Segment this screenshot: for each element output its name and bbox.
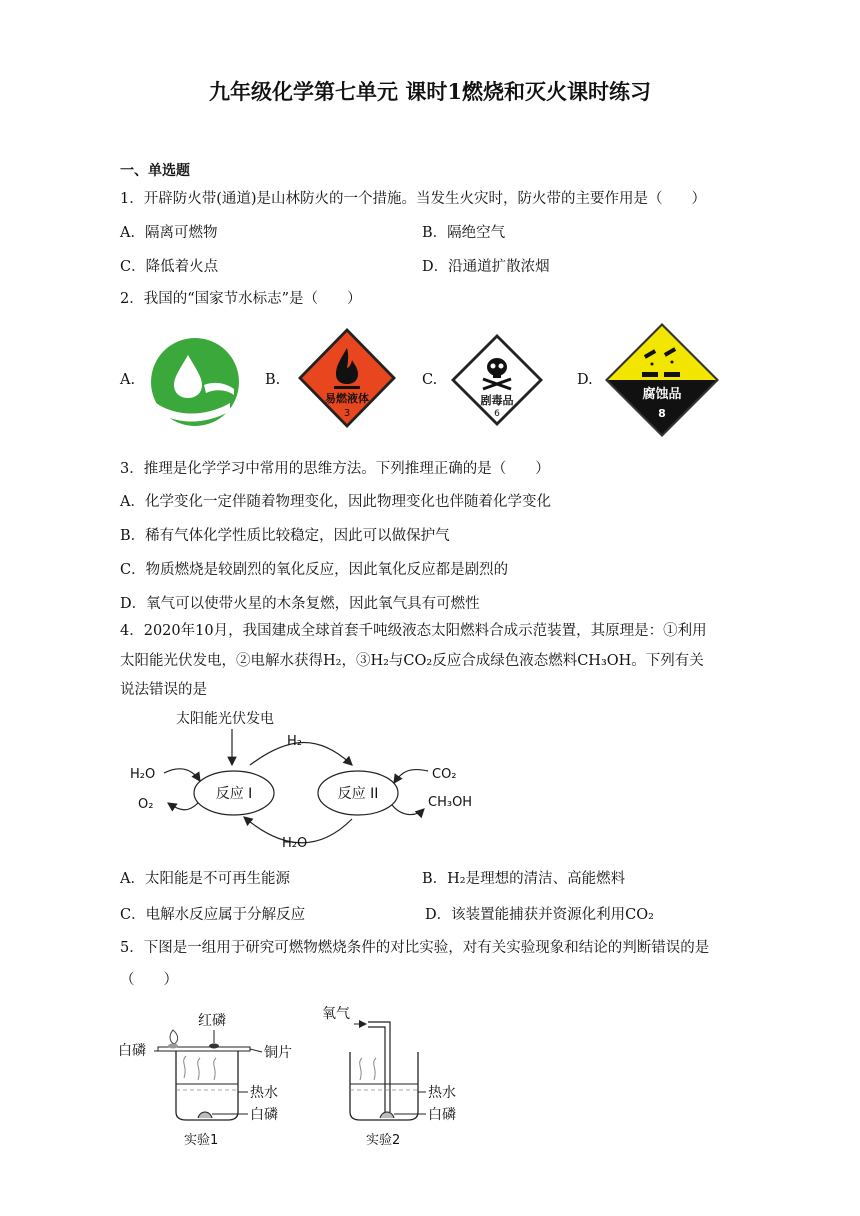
- exp1-red-phosphorus: 红磷: [198, 1013, 226, 1029]
- question-1-stem: 1．开辟防火带(通道)是山林防火的一个措施。当发生火灾时，防火带的主要作用是（ ）: [120, 191, 707, 207]
- toxic-sign-icon[interactable]: [450, 333, 544, 427]
- q4-option-d[interactable]: D．该装置能捕获并资源化利用CO₂: [425, 907, 654, 923]
- exp1-caption: 实验1: [184, 1133, 219, 1148]
- corrosive-sign-icon[interactable]: [604, 322, 720, 438]
- q3-option-c[interactable]: C．物质燃烧是较剧烈的氧化反应，因此氧化反应都是剧烈的: [120, 562, 509, 578]
- exp2-oxygen-label: 氧气: [322, 1006, 350, 1022]
- diagram-solar-label: 太阳能光伏发电: [176, 711, 274, 727]
- q4-option-b[interactable]: B．H₂是理想的清洁、高能燃料: [422, 871, 626, 887]
- diagram-reaction-2: 反应 II: [337, 786, 379, 802]
- q4-option-a[interactable]: A．太阳能是不可再生能源: [120, 871, 290, 887]
- q2-option-a[interactable]: A.: [120, 372, 136, 388]
- sign-c-label: 剧毒品: [480, 394, 514, 407]
- diagram-h2-label: H₂: [287, 734, 302, 749]
- q4-option-c[interactable]: C．电解水反应属于分解反应: [120, 907, 306, 923]
- exp1-white-phosphorus-top: 白磷: [118, 1043, 146, 1059]
- sign-b-number: 3: [343, 408, 351, 419]
- page-title: 九年级化学第七单元 课时1燃烧和灭火课时练习: [209, 79, 651, 104]
- question-5-line-2: （ ）: [120, 972, 178, 988]
- exp2-white-phosphorus: 白磷: [428, 1107, 456, 1123]
- diagram-h2o-input: H₂O: [130, 767, 156, 782]
- sign-d-number: 8: [658, 407, 666, 420]
- diagram-reaction-1: 反应 I: [215, 786, 253, 802]
- diagram-o2-output: O₂: [138, 797, 154, 812]
- sign-c-number: 6: [494, 409, 500, 419]
- question-5-line-1: 5．下图是一组用于研究可燃物燃烧条件的对比实验，对有关实验现象和结论的判断错误的是: [120, 940, 710, 956]
- q1-option-c[interactable]: C．降低着火点: [120, 259, 219, 275]
- solar-fuel-cycle-diagram: [120, 705, 490, 855]
- sign-b-label: 易燃液体: [325, 392, 369, 405]
- question-4-line-1: 4．2020年10月，我国建成全球首套千吨级液态太阳燃料合成示范装置，其原理是：①利用: [120, 623, 707, 639]
- sign-d-label: 腐蚀品: [642, 387, 682, 402]
- question-4-line-2: 太阳能光伏发电，②电解水获得H₂，③H₂与CO₂反应合成绿色液态燃料CH₃OH。下列有关: [120, 653, 704, 669]
- flammable-liquid-sign-icon[interactable]: [296, 326, 398, 430]
- q2-option-d[interactable]: D.: [577, 372, 593, 388]
- q1-option-a[interactable]: A．隔离可燃物: [120, 225, 218, 241]
- water-saving-sign-icon[interactable]: [150, 337, 240, 427]
- exp2-caption: 实验2: [366, 1133, 401, 1148]
- question-2-stem: 2．我国的“国家节水标志”是（ ）: [120, 291, 362, 307]
- q2-option-c[interactable]: C.: [422, 372, 438, 388]
- exp1-white-phosphorus-bottom: 白磷: [250, 1107, 278, 1123]
- diagram-co2-input: CO₂: [432, 767, 457, 782]
- diagram-h2o-return: H₂O: [282, 836, 308, 851]
- combustion-experiment-diagram: [118, 1000, 478, 1152]
- q1-option-b[interactable]: B．隔绝空气: [422, 225, 506, 241]
- exp2-hot-water: 热水: [428, 1085, 456, 1101]
- question-3-stem: 3．推理是化学学习中常用的思维方法。下列推理正确的是（ ）: [120, 461, 550, 477]
- exp1-copper-sheet: 铜片: [264, 1045, 292, 1061]
- diagram-ch3oh-output: CH₃OH: [428, 795, 473, 810]
- q2-option-b[interactable]: B.: [265, 372, 281, 388]
- q1-option-d[interactable]: D．沿通道扩散浓烟: [422, 259, 550, 275]
- q3-option-d[interactable]: D．氧气可以使带火星的木条复燃，因此氧气具有可燃性: [120, 596, 480, 612]
- section-heading: 一、单选题: [120, 163, 190, 179]
- q3-option-a[interactable]: A．化学变化一定伴随着物理变化，因此物理变化也伴随着化学变化: [120, 494, 551, 510]
- exp1-hot-water: 热水: [250, 1085, 278, 1101]
- q3-option-b[interactable]: B．稀有气体化学性质比较稳定，因此可以做保护气: [120, 528, 450, 544]
- question-4-line-3: 说法错误的是: [120, 682, 207, 698]
